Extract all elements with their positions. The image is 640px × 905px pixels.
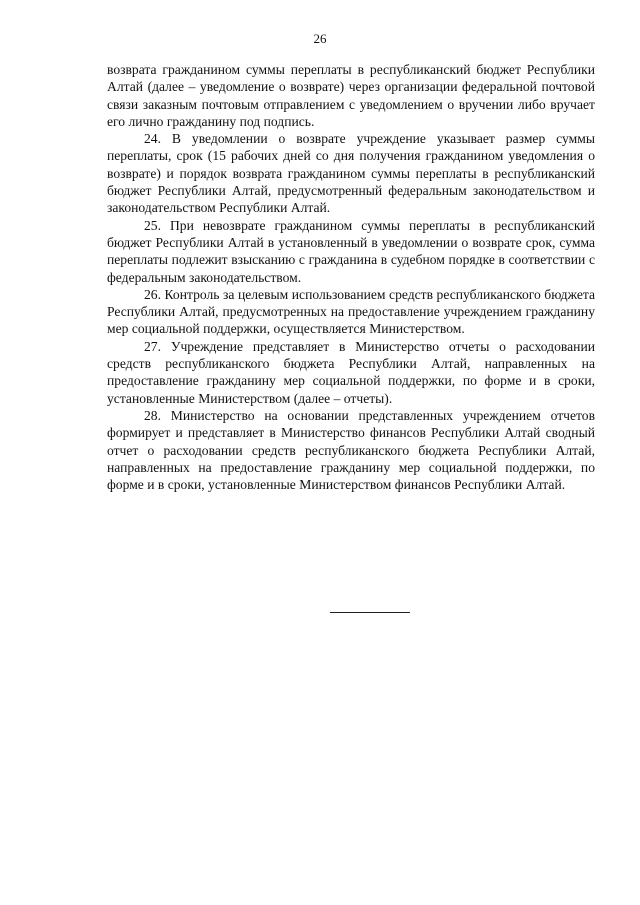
paragraph-item-26: 26. Контроль за целевым использованием средств республиканского бюджета Республики Алтай, предусмотренных на предоставление учреждением гражданину мер социальной поддержки, осуществляется Министерством. — [107, 286, 595, 337]
paragraph-item-24: 24. В уведомлении о возврате учреждение указывает размер суммы переплаты, срок (15 рабочих дней со дня получения гражданином уведомления о возврате) и порядок возврата гражданином суммы переплаты в республиканский бюджет Республики Алтай, предусмотренный федеральным законодательством и законодательством Республики Алтай. — [107, 131, 595, 216]
paragraph-item-28: 28. Министерство на основании представленных учреждением отчетов формирует и представляет в Министерство финансов Республики Алтай сводный отчет о расходовании средств республиканского бюджета Республики Алтай, направленных на предоставление гражданину мер социальной поддержки, по форме и в сроки, установленные Министерством финансов Республики Алтай. — [107, 407, 595, 493]
document-body — [107, 61, 595, 493]
paragraph-continuation: возврата гражданином суммы переплаты в республиканский бюджет Республики Алтай (далее – уведомление о возврате) через организации федеральной почтовой связи заказным почтовым отправлением с уведомлением о вручении либо вручает его лично гражданину под подпись. — [107, 62, 595, 129]
paragraph-item-27: 27. Учреждение представляет в Министерство отчеты о расходовании средств республиканского бюджета Республики Алтай, направленных на предоставление гражданину мер социальной поддержки, по форме и в сроки, установленные Министерством (далее – отчеты). — [107, 338, 595, 406]
page-number: 26 — [313, 31, 327, 46]
paragraph-item-25: 25. При невозврате гражданином суммы переплаты в республиканский бюджет Республики Алтай в установленный в уведомлении о возврате срок, сумма переплаты подлежит взысканию с гражданина в судебном порядке в соответствии с федеральным законодательством. — [107, 217, 595, 285]
end-of-document-rule — [330, 612, 410, 613]
